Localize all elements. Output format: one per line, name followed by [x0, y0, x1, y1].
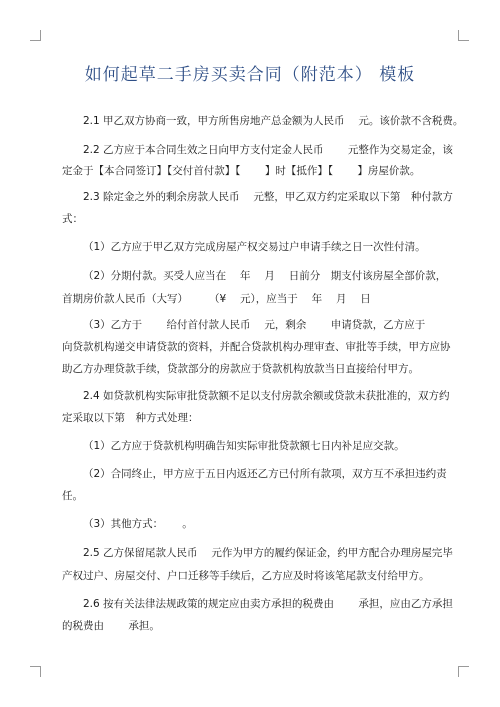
- clause-2-3-line-1: 2.3 除定金之外的剩余房款人民币 元整，甲乙双方约定采取以下第 种付款方: [83, 191, 453, 203]
- payment-option-3-line-3: 助乙方办理贷款手续，贷款部分的房款应于贷款机构放款当日直接给付甲方。: [62, 363, 419, 375]
- clause-2-4-line-1: 2.4 如贷款机构实际审批贷款额不足以支付房款余额或贷款未获批准的，双方约: [83, 390, 450, 402]
- document-title: 如何起草二手房买卖合同（附范本） 模板: [84, 65, 416, 85]
- clause-2-5-line-2: 产权过户、房屋交付、户口迁移等手续后，乙方应及时将该笔尾款支付给甲方。: [62, 570, 430, 582]
- payment-option-3-line-1: （3）乙方于 给付首付款人民币 元，剩余 申请贷款，乙方应于: [83, 319, 426, 331]
- handling-option-2-line-2: 任。: [62, 490, 83, 502]
- clause-2-6-line-2: 的税费由 承担。: [62, 620, 160, 632]
- payment-option-1: （1）乙方应于甲乙双方完成房屋产权交易过户申请手续之日一次性付清。: [83, 241, 426, 253]
- clause-2-6-line-1: 2.6 按有关法律法规政策的规定应由卖方承担的税费由 承担，应由乙方承担: [83, 598, 453, 610]
- crop-mark-bottom-left: [30, 666, 41, 677]
- handling-option-2-line-1: （2）合同终止，甲方应于五日内返还乙方已付所有款项，双方互不承担违约责: [83, 468, 447, 480]
- handling-option-1: （1）乙方应于贷款机构明确告知实际审批贷款额七日内补足应交款。: [83, 440, 405, 452]
- clause-2-5-line-1: 2.5 乙方保留尾款人民币 元作为甲方的履约保证金，约甲方配合办理房屋完毕: [83, 547, 453, 559]
- crop-mark-top-left: [30, 30, 41, 41]
- clause-2-1-line: 2.1 甲乙双方协商一致，甲方所售房地产总金额为人民币 元。该价款不含税费。: [83, 115, 464, 127]
- payment-option-3-line-2: 向贷款机构递交申请贷款的资料，并配合贷款机构办理审查、审批等手续，甲方应协: [62, 341, 451, 353]
- clause-2-2-line-2: 定金于【本合同签订】【交付首付款】【 】时【抵作】【 】房屋价款。: [62, 165, 421, 177]
- clause-2-3-line-2: 式：: [62, 213, 83, 225]
- clause-2-2-line-1: 2.2 乙方应于本合同生效之日向甲方支付定金人民币 元整作为交易定金，该: [83, 144, 453, 156]
- crop-mark-bottom-right: [458, 666, 469, 677]
- handling-option-3: （3）其他方式： 。: [83, 518, 193, 530]
- payment-option-2-line-2: 首期房价款人民币（大写） （¥ 元），应当于 年 月 日: [62, 293, 371, 305]
- crop-mark-top-right: [458, 30, 469, 41]
- clause-2-4-line-2: 定采取以下第 种方式处理：: [62, 412, 199, 424]
- payment-option-2-line-1: （2）分期付款。买受人应当在 年 月 日前分 期支付该房屋全部价款，: [83, 270, 447, 282]
